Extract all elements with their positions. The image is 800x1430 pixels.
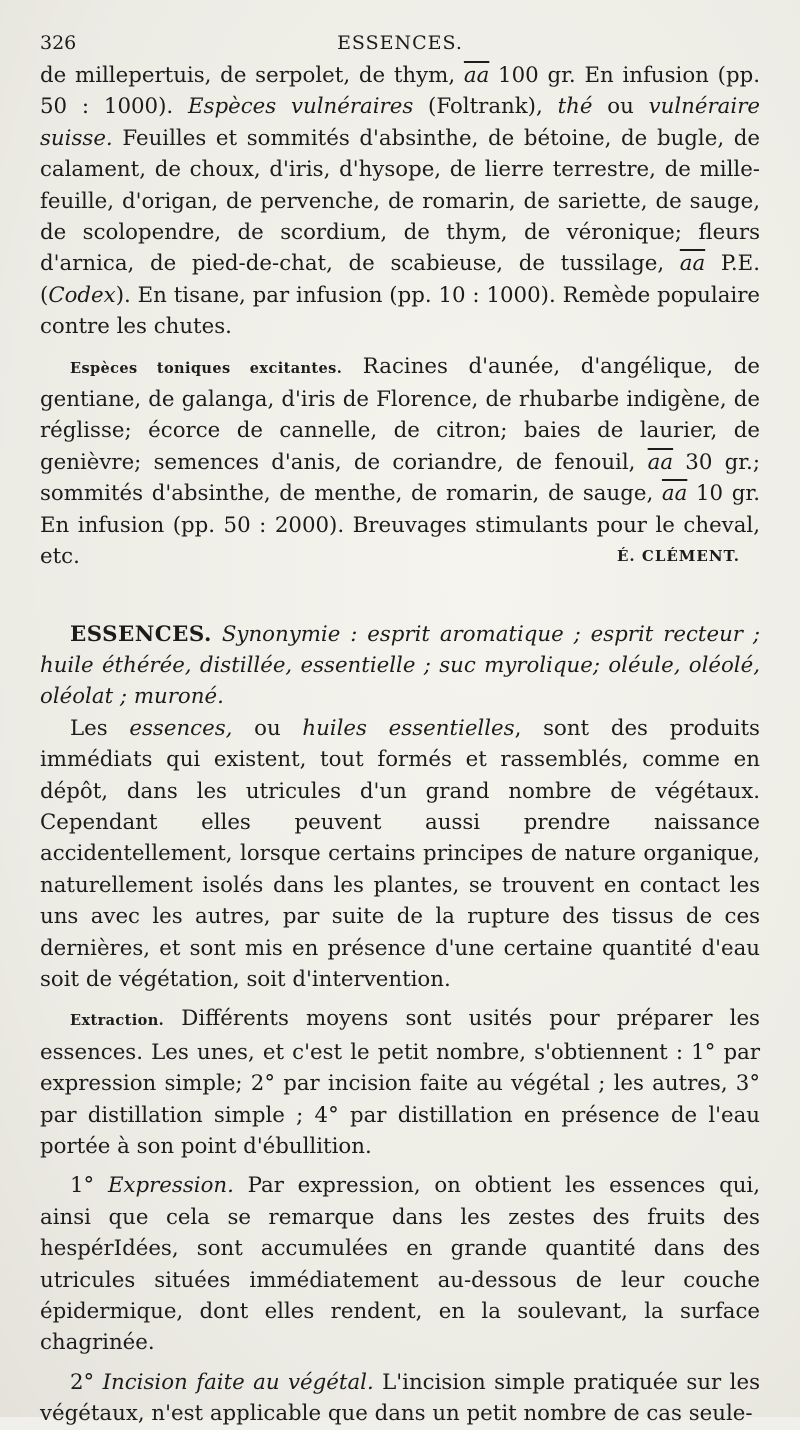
text-run: 100 gr. En infusion (pp. 50 : 1000). bbox=[40, 63, 760, 120]
section-heading: Espèces toniques excitantes. bbox=[70, 359, 343, 377]
text-run: ). En tisane, par infusion (pp. 10 : 1000). Remède populaire contre les chutes. bbox=[40, 282, 760, 340]
text-run: de millepertuis, de serpolet, de thym, bbox=[40, 63, 464, 88]
text-run: Les bbox=[70, 715, 130, 741]
paragraph-expression bbox=[40, 1170, 760, 1358]
ana-abbrev: $\overline{aa}$ bbox=[679, 251, 706, 277]
ana-abbrev: $\overline{aa}$ bbox=[463, 63, 490, 88]
text-run: 30 gr.; sommités d'absinthe, de menthe, de romarin, de sauge, bbox=[40, 449, 761, 507]
paragraph-extraction bbox=[40, 1003, 760, 1162]
italic-run: Expression. bbox=[107, 1173, 234, 1199]
italic-run: essences, bbox=[129, 715, 233, 741]
text-run: L'incision simple pratiquée sur les végétaux, n'est applicable que dans un petit nombre de cas seule- bbox=[40, 1369, 760, 1427]
italic-run: huiles essentielles bbox=[302, 715, 515, 741]
text-run bbox=[212, 622, 222, 647]
text-run: (Foltrank), bbox=[413, 94, 558, 120]
text-run: 2° bbox=[70, 1369, 103, 1395]
text-run: Différents moyens sont usités pour préparer les essences. Les unes, et c'est le petit nombre, s'obtiennent : 1° par expression simple; 2° par incision faite au végétal ; les autres, 3° par distillation simple ; 4° par distillation en présence de l'eau portée à son point d'ébullition. bbox=[40, 1006, 760, 1159]
entry-heading: ESSENCES. bbox=[70, 621, 212, 647]
text-run: P.E. ( bbox=[40, 251, 760, 308]
paragraph-vulneraires bbox=[40, 60, 760, 343]
author-signature: É. CLÉMENT. bbox=[617, 547, 740, 566]
ana-abbrev: $\overline{aa}$ bbox=[661, 481, 688, 507]
italic-run: thé bbox=[557, 94, 593, 120]
paragraph-especes-toniques bbox=[40, 351, 760, 573]
paragraph-incision bbox=[40, 1367, 760, 1430]
text-run: Feuilles et sommités d'absinthe, de bétoine, de bugle, de calament, de choux, d'iris, d'hysope, de lierre terrestre, de mille-feuille, d'origan, de pervenche, de romarin, de sariette, de sauge, de scolopendre, de scordium, de thym, de véronique; fleurs d'arnica, de pied-de-chat, de scabieuse, de tussilage, bbox=[40, 125, 760, 277]
text-run: 1° bbox=[70, 1173, 108, 1199]
text-run: , sont des produits immédiats qui existent, tout formés et rassemblés, comme en dépôt, dans les utricules d'un grand nombre de végétaux. Cependant elles peuvent aussi prendre naissance accidentellement, lorsque certains principes de nature organique, naturellement isolés dans les plantes, se trouvent en contact les uns avec les autres, par suite de la rupture des tissus de ces dernières, et sont mis en présence d'une certaine quantité d'eau soit de végétation, soit d'intervention. bbox=[40, 715, 760, 992]
body-text bbox=[40, 60, 760, 1430]
running-title: ESSENCES. bbox=[337, 32, 463, 54]
italic-run: Espèces vulnéraires bbox=[187, 94, 414, 120]
page-number: 326 bbox=[40, 32, 77, 54]
italic-run: Incision faite au végétal. bbox=[102, 1369, 374, 1395]
text-run: ou bbox=[232, 715, 303, 741]
ana-abbrev: $\overline{aa}$ bbox=[647, 449, 674, 475]
paragraph-definition bbox=[40, 713, 760, 996]
italic-run: Codex bbox=[48, 282, 116, 308]
paragraph-essences-synonymie bbox=[40, 619, 760, 713]
italic-run: Synonymie : esprit aromatique ; esprit recteur ; huile éthérée, distillée, essentielle ; suc myrolique; oléule, oléolé, oléolat ; muroné. bbox=[40, 621, 761, 710]
section-heading: Extraction. bbox=[70, 1012, 165, 1030]
page-header bbox=[40, 32, 760, 60]
italic-run: vulnéraire suisse. bbox=[40, 94, 760, 151]
text-run: 10 gr. En infusion (pp. 50 : 2000). Breuvages stimulants pour le cheval, etc. bbox=[40, 481, 760, 570]
text-run: ou bbox=[592, 94, 649, 120]
text-run: Racines d'aunée, d'angélique, de gentiane, de galanga, d'iris de Florence, de rhubarbe indigène, de réglisse; écorce de cannelle, de citron; baies de laurier, de genièvre; semences d'anis, de coriandre, de fenouil, bbox=[40, 353, 760, 475]
text-run: Par expression, on obtient les essences qui, ainsi que cela se remarque dans les zestes des fruits des hespérIdées, sont accumulées en grande quantité dans des utricules situées immédiatement au-dessous de leur couche épidermique, dont elles rendent, en la soulevant, la surface chagrinée. bbox=[40, 1173, 761, 1356]
